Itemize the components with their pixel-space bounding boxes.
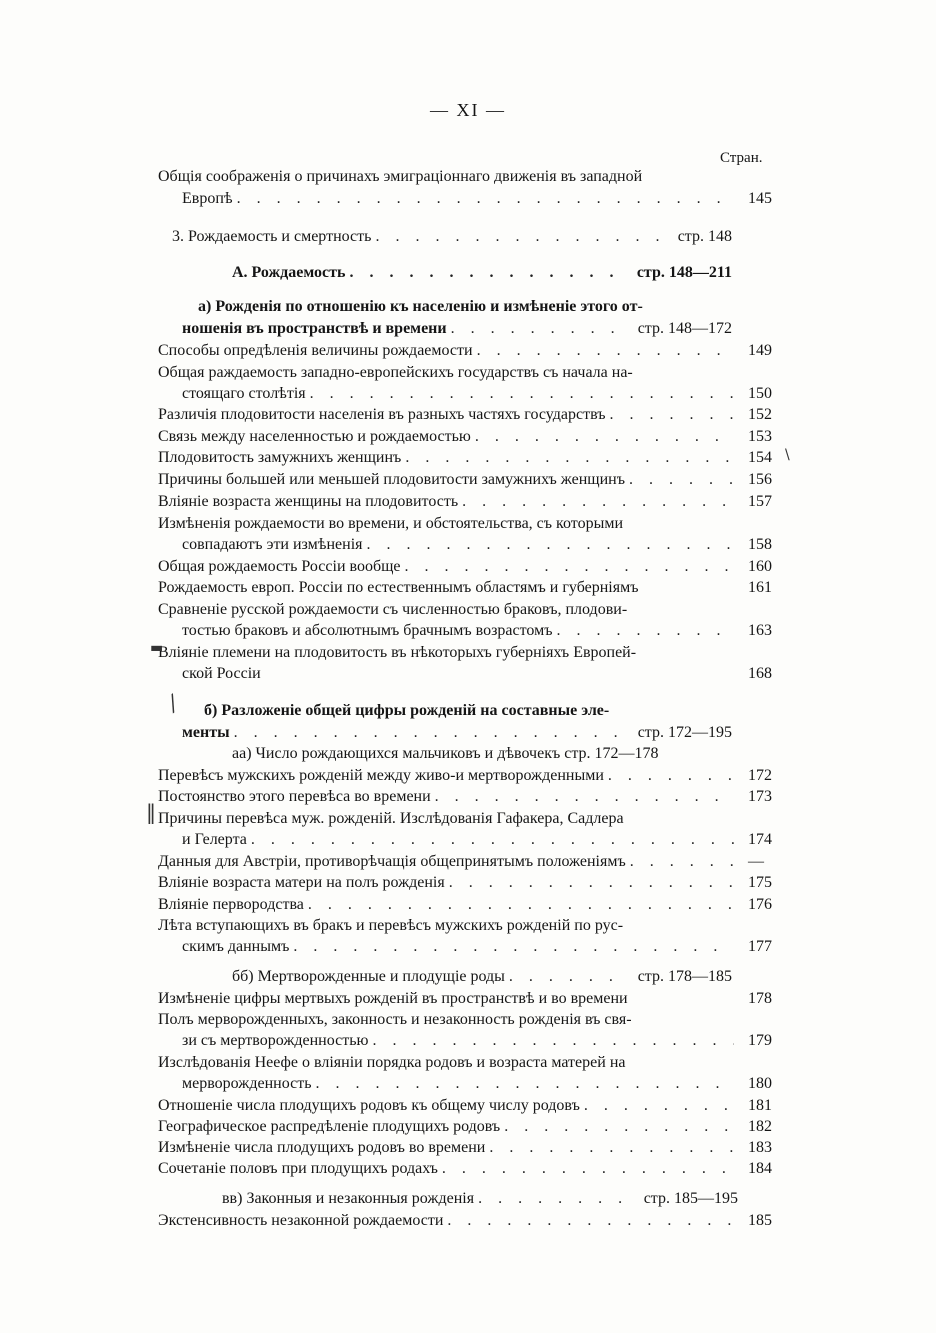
toc-line: и Гелерта . . . — [182, 829, 738, 851]
page-number: 176 — [748, 896, 772, 913]
subsection-heading: а) Рожденiя по отношенiю къ населенiю и измѣненiе этого от- — [198, 298, 643, 315]
toc-line: тостью браковъ и абсолютнымъ брачнымъ возрастомъ . . . — [182, 620, 738, 642]
toc-line: Экстенсивность незаконной рождаемости . . . — [158, 1210, 738, 1232]
pencil-margin-mark-icon: ‖ — [146, 800, 156, 824]
page-number: 174 — [748, 831, 772, 848]
pencil-margin-tick-icon: \ — [785, 447, 790, 463]
page-number: 185 — [748, 1212, 772, 1229]
toc-line: мерворожденность . . . — [182, 1073, 738, 1095]
toc-line: Изслѣдованiя Неефе о влiянiи порядка родовъ и возраста матерей на — [158, 1054, 626, 1071]
toc-line: Географическое распредѣленiе плодущихъ родовъ . . . — [158, 1116, 738, 1138]
page-number: — — [748, 853, 764, 870]
page-number: 156 — [748, 471, 772, 488]
toc-line: Данныя для Австрiи, противорѣчащiя общепринятымъ положенiямъ . . . — [158, 851, 738, 873]
section-heading: А. Рождаемость . . . стр. 148—211 — [232, 262, 732, 284]
toc-line: Отношенiе числа плодущихъ родовъ къ общему числу родовъ . . . — [158, 1095, 738, 1117]
toc-line: Перевѣсъ мужскихъ рожденiй между живо-и мертворожденными . . . — [158, 765, 738, 787]
page-number: 150 — [748, 385, 772, 402]
page-number: 160 — [748, 558, 772, 575]
page-number: 163 — [748, 622, 772, 639]
page-number: 168 — [748, 665, 772, 682]
subsection-heading: бб) Мертворожденные и плодущiе роды . . . стр. 178—185 — [232, 966, 732, 988]
page-number: 152 — [748, 406, 772, 423]
page-number: 161 — [748, 579, 772, 596]
toc-line: Влiянiе возраста матери на полъ рожденiя . . . — [158, 872, 738, 894]
toc-line: зи съ мертворожденностью . . . — [182, 1030, 738, 1052]
toc-line: Влiянiе возраста женщины на плодовитость . . . — [158, 491, 738, 513]
page-number: 184 — [748, 1160, 772, 1177]
toc-line: Сравненiе русской рождаемости съ численностью браковъ, плодови- — [158, 601, 628, 618]
subsection-heading: ношенiя въ пространствѣ и времени . . . стр. 148—172 — [182, 318, 732, 340]
section-heading: 3. Рождаемость и смертность . . . стр. 148 — [172, 226, 732, 248]
pencil-dash-mark-icon: ▬ — [150, 640, 164, 656]
toc-line: Полъ мерворожденныхъ, законность и незаконность рожденiя въ свя- — [158, 1011, 632, 1028]
toc-line: Общiя соображенiя о причинахъ эмиграцiоннаго движенiя въ западной — [158, 168, 643, 185]
toc-line: Причины перевѣса муж. рожденiй. Изслѣдованiя Гафакера, Садлера — [158, 810, 624, 827]
toc-line: Различiя плодовитости населенiя въ разныхъ частяхъ государствъ . . . — [158, 404, 738, 426]
page-header: — XI — — [430, 100, 506, 120]
toc-line: Влiянiе племени на плодовитость въ нѣкоторыхъ губернiяхъ Европей- — [158, 644, 637, 661]
page-number: 173 — [748, 788, 772, 805]
pencil-slash-mark-icon: ⁄ — [165, 693, 183, 716]
toc-line: Плодовитость замужнихъ женщинъ . . . — [158, 447, 738, 469]
toc-line: совпадаютъ эти измѣненiя . . . — [182, 534, 738, 556]
subsection-heading: б) Разложенiе общей цифры рожденiй на составные эле- — [204, 702, 610, 719]
page-number: 153 — [748, 428, 772, 445]
page-number: 154 — [748, 449, 772, 466]
page-column-label: Стран. — [720, 150, 763, 166]
page-number: 158 — [748, 536, 772, 553]
toc-line: стоящаго столѣтiя . . . — [182, 383, 738, 405]
toc-line: Измѣненiя рождаемости во времени, и обстоятельства, съ которыми — [158, 515, 624, 532]
toc-line: Измѣненiе числа плодущихъ родовъ во времени . . . — [158, 1137, 738, 1159]
subsection-heading: аа) Число рождающихся мальчиковъ и дѣвочекъ стр. 172—178 — [232, 745, 659, 762]
toc-line: Влiянiе первородства . . . — [158, 894, 738, 916]
page-number: 180 — [748, 1075, 772, 1092]
toc-line: Европѣ . . . — [182, 188, 738, 210]
page-number: 179 — [748, 1032, 772, 1049]
page-number: 149 — [748, 342, 772, 359]
page-number: 145 — [748, 190, 772, 207]
toc-line: Постоянство этого перевѣса во времени . . . — [158, 786, 738, 808]
page-number: 183 — [748, 1139, 772, 1156]
toc-line: скимъ даннымъ . . . — [182, 936, 738, 958]
page-number: 177 — [748, 938, 772, 955]
subsection-heading: вв) Законныя и незаконныя рожденiя . . . стр. 185—195 — [222, 1188, 738, 1210]
toc-line: Способы опредѣленiя величины рождаемости . . . — [158, 340, 738, 362]
page-number: 178 — [748, 990, 772, 1007]
page-number: 182 — [748, 1118, 772, 1135]
page-number: 157 — [748, 493, 772, 510]
toc-line: Общая рождаемость Россiи вообще . . . — [158, 556, 738, 578]
toc-line: Общая раждаемость западно-европейскихъ государствъ съ начала на- — [158, 364, 633, 381]
page-number: 175 — [748, 874, 772, 891]
page-number: 181 — [748, 1097, 772, 1114]
page-number: 172 — [748, 767, 772, 784]
toc-line: Измѣненiе цифры мертвыхъ рожденiй въ пространствѣ и во времени — [158, 990, 628, 1007]
toc-line: Связь между населенностью и рождаемостью . . . — [158, 426, 738, 448]
toc-line: Сочетанiе половъ при плодущихъ родахъ . . . — [158, 1158, 738, 1180]
toc-line: Лѣта вступающихъ въ бракъ и перевѣсъ мужскихъ рожденiй по рус- — [158, 917, 624, 934]
toc-line: ской Россiи — [182, 665, 261, 682]
subsection-heading: менты . . . стр. 172—195 — [182, 722, 732, 744]
toc-line: Рождаемость европ. Россiи по естественнымъ областямъ и губернiямъ — [158, 579, 639, 596]
toc-line: Причины большей или меньшей плодовитости замужнихъ женщинъ . . . — [158, 469, 738, 491]
